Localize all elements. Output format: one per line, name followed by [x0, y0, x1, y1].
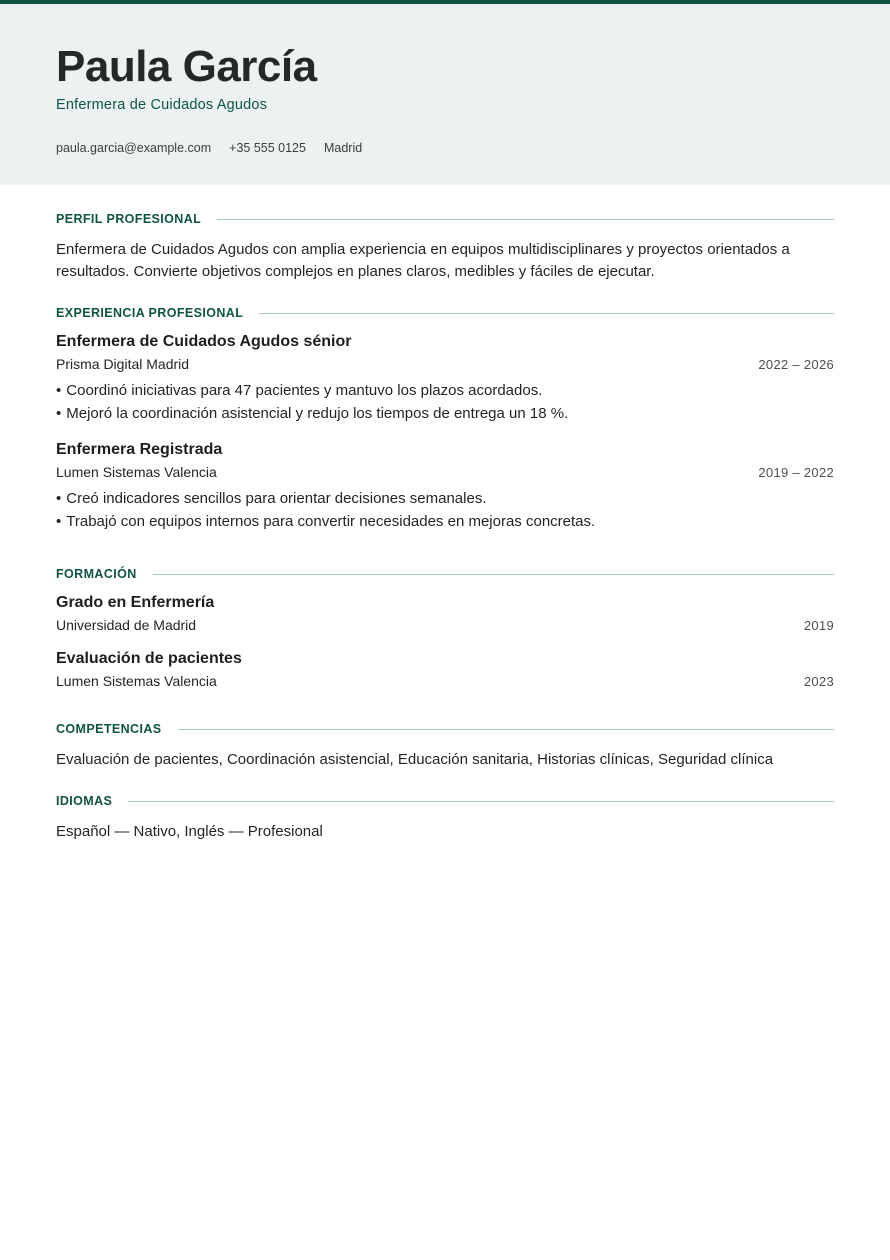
section-divider	[217, 219, 834, 220]
section-divider	[128, 801, 834, 802]
contact-email[interactable]: paula.garcia@example.com	[56, 141, 212, 155]
degree-title: Grado en Enfermería	[56, 594, 215, 611]
candidate-headline: Enfermera de Cuidados Agudos	[56, 97, 268, 113]
job-dates: 2022 – 2026	[758, 357, 834, 372]
education-meta	[56, 617, 834, 633]
profile-section	[56, 212, 834, 283]
contact-info	[56, 141, 362, 155]
section-heading	[56, 567, 834, 581]
section-divider	[178, 729, 834, 730]
resume-header	[0, 4, 890, 185]
employer-name: Prisma Digital Madrid	[56, 356, 190, 372]
section-divider	[259, 313, 834, 314]
section-title: IDIOMAS	[56, 794, 113, 808]
experience-entry	[56, 333, 834, 425]
achievement-item: • Mejoró la coordinación asistencial y redujo los tiempos de entrega un 18 %.	[56, 403, 834, 426]
experience-section	[56, 306, 834, 533]
education-entry	[56, 650, 834, 689]
contact-phone[interactable]: +35 555 0125	[229, 141, 306, 155]
section-heading	[56, 722, 834, 736]
candidate-name: Paula García	[56, 42, 317, 91]
achievement-item: • Trabajó con equipos internos para convertir necesidades en mejoras concretas.	[56, 511, 834, 534]
job-title: Enfermera de Cuidados Agudos sénior	[56, 333, 352, 350]
education-year: 2019	[803, 618, 834, 633]
education-entry	[56, 594, 834, 633]
section-title: FORMACIÓN	[56, 567, 137, 581]
job-meta	[56, 464, 834, 480]
achievement-item: • Creó indicadores sencillos para orientar decisiones semanales.	[56, 488, 834, 511]
section-heading	[56, 794, 834, 808]
institution-name: Universidad de Madrid	[56, 617, 197, 633]
job-achievements	[56, 488, 834, 533]
skills-section	[56, 722, 834, 771]
languages-list: Español — Nativo, Inglés — Profesional	[56, 823, 323, 840]
education-meta	[56, 673, 834, 689]
languages-section	[56, 794, 834, 843]
job-achievements	[56, 380, 834, 425]
section-heading	[56, 212, 834, 226]
employer-name: Lumen Sistemas Valencia	[56, 464, 217, 480]
section-divider	[153, 574, 834, 575]
profile-summary: Enfermera de Cuidados Agudos con amplia experiencia en equipos multidisciplinares y proyectos orientados a resultados. Convierte objetivos complejos en planes claros, medibles y fáciles de ejecutar.	[56, 241, 790, 280]
section-heading	[56, 306, 834, 320]
education-section	[56, 567, 834, 689]
job-title: Enfermera Registrada	[56, 441, 223, 458]
institution-name: Lumen Sistemas Valencia	[56, 673, 217, 689]
experience-entry	[56, 441, 834, 533]
job-dates: 2019 – 2022	[758, 465, 834, 480]
skills-list: Evaluación de pacientes, Coordinación asistencial, Educación sanitaria, Historias clínicas, Seguridad clínica	[56, 751, 774, 768]
achievement-item: • Coordinó iniciativas para 47 pacientes y mantuvo los plazos acordados.	[56, 380, 834, 403]
contact-city: Madrid	[323, 141, 363, 155]
job-meta	[56, 356, 834, 372]
degree-title: Evaluación de pacientes	[56, 650, 242, 667]
education-year: 2023	[803, 674, 834, 689]
section-title: PERFIL PROFESIONAL	[56, 212, 202, 226]
section-title: EXPERIENCIA PROFESIONAL	[56, 306, 244, 320]
section-title: COMPETENCIAS	[56, 722, 162, 736]
